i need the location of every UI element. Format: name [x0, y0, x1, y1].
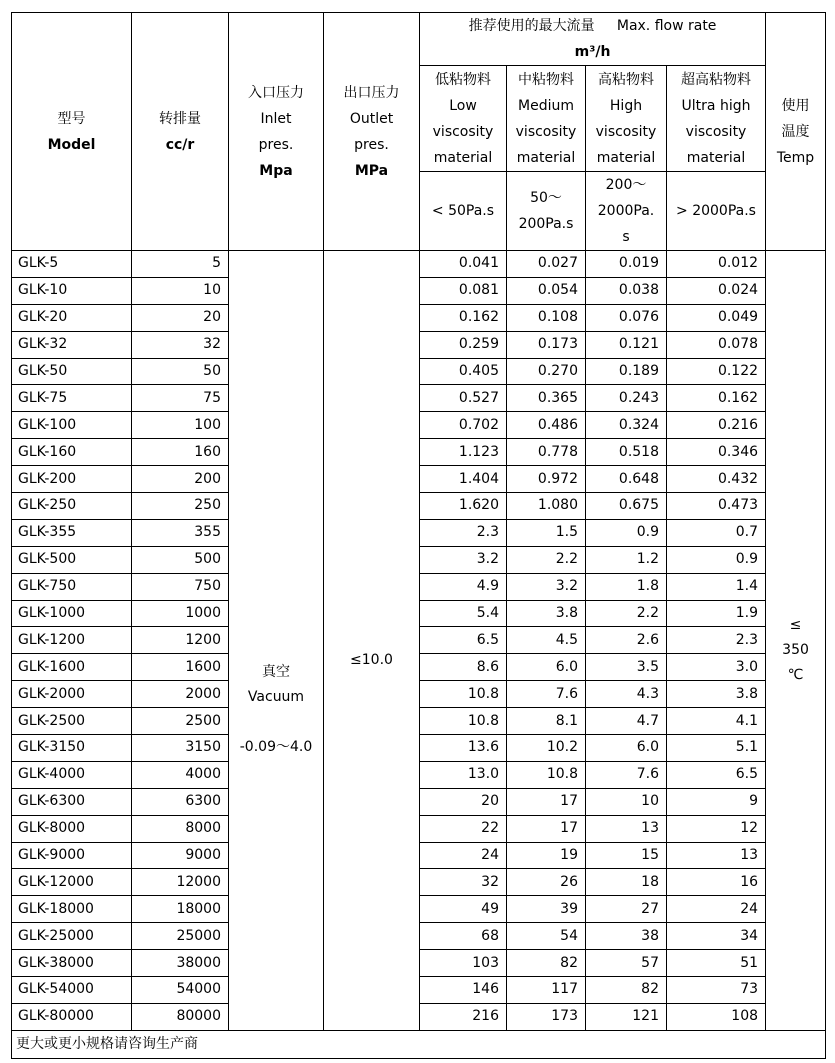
table-row — [12, 439, 826, 466]
model-cell: GLK-5 — [12, 251, 132, 278]
ultra-high-viscosity-flow: 0.9 — [667, 546, 766, 573]
displacement-cell: 9000 — [132, 842, 229, 869]
displacement-cell: 32 — [132, 331, 229, 358]
high-viscosity-flow: 0.9 — [586, 519, 667, 546]
model-cell: GLK-250 — [12, 493, 132, 520]
low-viscosity-flow: 68 — [420, 923, 507, 950]
displacement-cell: 25000 — [132, 923, 229, 950]
medium-viscosity-flow: 54 — [507, 923, 586, 950]
low-viscosity-flow: 13.6 — [420, 735, 507, 762]
medium-viscosity-flow: 10.8 — [507, 761, 586, 788]
temp-value — [766, 251, 826, 1031]
table-row — [12, 681, 826, 708]
low-viscosity-flow: 0.081 — [420, 277, 507, 304]
high-viscosity-flow: 0.648 — [586, 466, 667, 493]
low-viscosity-flow: 4.9 — [420, 573, 507, 600]
outlet-max: ≤10.0 — [350, 651, 393, 668]
low-viscosity-flow: 5.4 — [420, 600, 507, 627]
high-viscosity-range: 200～ 2000Pa. s — [586, 172, 667, 251]
table-row — [12, 977, 826, 1004]
medium-viscosity-flow: 6.0 — [507, 654, 586, 681]
model-cell: GLK-4000 — [12, 761, 132, 788]
high-viscosity-flow: 1.2 — [586, 546, 667, 573]
ultra-high-viscosity-flow: 34 — [667, 923, 766, 950]
low-viscosity-flow: 103 — [420, 950, 507, 977]
low-viscosity-flow: 8.6 — [420, 654, 507, 681]
table-row — [12, 1003, 826, 1030]
low-viscosity-flow: 0.162 — [420, 304, 507, 331]
medium-viscosity-flow: 8.1 — [507, 708, 586, 735]
low-viscosity-flow: 3.2 — [420, 546, 507, 573]
displacement-cell: 250 — [132, 493, 229, 520]
model-cell: GLK-10 — [12, 277, 132, 304]
ultra-high-viscosity-flow: 6.5 — [667, 761, 766, 788]
medium-viscosity-flow: 0.365 — [507, 385, 586, 412]
medium-viscosity-flow: 117 — [507, 977, 586, 1004]
table-row — [12, 466, 826, 493]
low-viscosity-range: < 50Pa.s — [420, 172, 507, 251]
displacement-cell: 4000 — [132, 761, 229, 788]
medium-viscosity-flow: 0.972 — [507, 466, 586, 493]
high-viscosity-flow: 13 — [586, 815, 667, 842]
model-cell: GLK-9000 — [12, 842, 132, 869]
spec-table — [11, 12, 826, 1059]
inlet-pressure-header: 入口压力 Inlet pres. Mpa — [229, 13, 324, 251]
high-viscosity-flow: 10 — [586, 788, 667, 815]
ultra-high-viscosity-flow: 1.4 — [667, 573, 766, 600]
model-cell: GLK-2000 — [12, 681, 132, 708]
displacement-cell: 18000 — [132, 896, 229, 923]
table-row — [12, 869, 826, 896]
high-viscosity-flow: 57 — [586, 950, 667, 977]
high-viscosity-flow: 0.076 — [586, 304, 667, 331]
medium-viscosity-flow: 173 — [507, 1003, 586, 1030]
high-viscosity-flow: 18 — [586, 869, 667, 896]
table-row — [12, 708, 826, 735]
displacement-cell: 2000 — [132, 681, 229, 708]
medium-viscosity-flow: 0.173 — [507, 331, 586, 358]
model-cell: GLK-18000 — [12, 896, 132, 923]
model-cell: GLK-2500 — [12, 708, 132, 735]
displacement-cell: 80000 — [132, 1003, 229, 1030]
medium-viscosity-flow: 0.270 — [507, 358, 586, 385]
ultra-high-viscosity-flow: 0.7 — [667, 519, 766, 546]
high-viscosity-flow: 0.038 — [586, 277, 667, 304]
table-row — [12, 923, 826, 950]
ultra-high-viscosity-flow: 108 — [667, 1003, 766, 1030]
displacement-cell: 5 — [132, 251, 229, 278]
high-viscosity-flow: 0.019 — [586, 251, 667, 278]
table-row — [12, 331, 826, 358]
ultra-high-viscosity-flow: 0.122 — [667, 358, 766, 385]
model-cell: GLK-160 — [12, 439, 132, 466]
ultra-high-viscosity-flow: 0.162 — [667, 385, 766, 412]
high-viscosity-flow: 3.5 — [586, 654, 667, 681]
ultra-high-viscosity-flow: 9 — [667, 788, 766, 815]
displacement-cell: 160 — [132, 439, 229, 466]
displacement-cell: 100 — [132, 412, 229, 439]
table-row — [12, 573, 826, 600]
displacement-cell: 75 — [132, 385, 229, 412]
model-cell: GLK-12000 — [12, 869, 132, 896]
table-row — [12, 842, 826, 869]
low-viscosity-flow: 0.259 — [420, 331, 507, 358]
medium-viscosity-flow: 82 — [507, 950, 586, 977]
medium-viscosity-flow: 3.8 — [507, 600, 586, 627]
displacement-cell: 20 — [132, 304, 229, 331]
displacement-cell: 50 — [132, 358, 229, 385]
medium-viscosity-flow: 0.108 — [507, 304, 586, 331]
model-cell: GLK-32 — [12, 331, 132, 358]
low-viscosity-flow: 0.041 — [420, 251, 507, 278]
high-viscosity-flow: 38 — [586, 923, 667, 950]
high-viscosity-flow: 82 — [586, 977, 667, 1004]
low-viscosity-flow: 20 — [420, 788, 507, 815]
displacement-cell: 200 — [132, 466, 229, 493]
medium-viscosity-range: 50～ 200Pa.s — [507, 172, 586, 251]
table-row — [12, 358, 826, 385]
low-viscosity-flow: 10.8 — [420, 708, 507, 735]
low-viscosity-flow: 216 — [420, 1003, 507, 1030]
model-cell: GLK-75 — [12, 385, 132, 412]
table-row — [12, 546, 826, 573]
ultra-high-viscosity-flow: 0.078 — [667, 331, 766, 358]
low-viscosity-flow: 1.620 — [420, 493, 507, 520]
displacement-cell: 38000 — [132, 950, 229, 977]
low-viscosity-flow: 1.123 — [420, 439, 507, 466]
table-row — [12, 815, 826, 842]
medium-viscosity-header: 中粘物料 Medium viscosity material — [507, 66, 586, 172]
temp-number: 350 — [782, 641, 809, 658]
displacement-cell: 3150 — [132, 735, 229, 762]
model-cell: GLK-8000 — [12, 815, 132, 842]
ultra-high-viscosity-flow: 0.432 — [667, 466, 766, 493]
model-cell: GLK-50 — [12, 358, 132, 385]
model-cell: GLK-500 — [12, 546, 132, 573]
medium-viscosity-flow: 17 — [507, 788, 586, 815]
model-cell: GLK-3150 — [12, 735, 132, 762]
table-row — [12, 654, 826, 681]
low-viscosity-flow: 13.0 — [420, 761, 507, 788]
low-viscosity-flow: 1.404 — [420, 466, 507, 493]
low-viscosity-flow: 49 — [420, 896, 507, 923]
model-cell: GLK-38000 — [12, 950, 132, 977]
medium-viscosity-flow: 7.6 — [507, 681, 586, 708]
ultra-high-viscosity-flow: 16 — [667, 869, 766, 896]
table-row — [12, 251, 826, 278]
table-row — [12, 277, 826, 304]
inlet-vacuum-cn: 真空 — [262, 664, 290, 681]
temp-header: 使用 温度 Temp — [766, 13, 826, 251]
displacement-cell: 54000 — [132, 977, 229, 1004]
medium-viscosity-flow: 0.778 — [507, 439, 586, 466]
high-viscosity-flow: 0.189 — [586, 358, 667, 385]
high-viscosity-flow: 4.7 — [586, 708, 667, 735]
displacement-cell: 6300 — [132, 788, 229, 815]
displacement-cell: 1200 — [132, 627, 229, 654]
footer-row — [12, 1030, 826, 1058]
displacement-cell: 1000 — [132, 600, 229, 627]
high-viscosity-flow: 2.2 — [586, 600, 667, 627]
low-viscosity-flow: 146 — [420, 977, 507, 1004]
ultra-high-viscosity-flow: 13 — [667, 842, 766, 869]
ultra-high-viscosity-flow: 0.049 — [667, 304, 766, 331]
low-viscosity-flow: 24 — [420, 842, 507, 869]
temp-le: ≤ — [789, 616, 802, 633]
table-row — [12, 950, 826, 977]
ultra-high-viscosity-flow: 0.346 — [667, 439, 766, 466]
footer-note: 更大或更小规格请咨询生产商 — [12, 1030, 826, 1058]
ultra-high-viscosity-flow: 3.8 — [667, 681, 766, 708]
ultra-high-viscosity-flow: 24 — [667, 896, 766, 923]
ultra-high-viscosity-range: > 2000Pa.s — [667, 172, 766, 251]
low-viscosity-flow: 0.527 — [420, 385, 507, 412]
outlet-pressure-header: 出口压力 Outlet pres. MPa — [324, 13, 420, 251]
displacement-cell: 8000 — [132, 815, 229, 842]
model-cell: GLK-25000 — [12, 923, 132, 950]
table-row — [12, 735, 826, 762]
medium-viscosity-flow: 0.054 — [507, 277, 586, 304]
ultra-high-viscosity-flow: 0.012 — [667, 251, 766, 278]
ultra-high-viscosity-flow: 1.9 — [667, 600, 766, 627]
inlet-range: -0.09～4.0 — [239, 739, 313, 756]
low-viscosity-flow: 6.5 — [420, 627, 507, 654]
model-cell: GLK-80000 — [12, 1003, 132, 1030]
high-viscosity-flow: 6.0 — [586, 735, 667, 762]
high-viscosity-flow: 7.6 — [586, 761, 667, 788]
medium-viscosity-flow: 2.2 — [507, 546, 586, 573]
displacement-cell: 500 — [132, 546, 229, 573]
medium-viscosity-flow: 4.5 — [507, 627, 586, 654]
table-row — [12, 412, 826, 439]
model-cell: GLK-200 — [12, 466, 132, 493]
model-cell: GLK-1600 — [12, 654, 132, 681]
table-row — [12, 385, 826, 412]
high-viscosity-flow: 0.243 — [586, 385, 667, 412]
high-viscosity-flow: 15 — [586, 842, 667, 869]
high-viscosity-flow: 121 — [586, 1003, 667, 1030]
table-row — [12, 627, 826, 654]
ultra-high-viscosity-flow: 5.1 — [667, 735, 766, 762]
medium-viscosity-flow: 17 — [507, 815, 586, 842]
high-viscosity-flow: 4.3 — [586, 681, 667, 708]
displacement-header: 转排量 cc/r — [132, 13, 229, 251]
outlet-pressure-value — [324, 251, 420, 1031]
displacement-cell: 1600 — [132, 654, 229, 681]
low-viscosity-flow: 32 — [420, 869, 507, 896]
medium-viscosity-flow: 19 — [507, 842, 586, 869]
medium-viscosity-flow: 26 — [507, 869, 586, 896]
high-viscosity-flow: 0.324 — [586, 412, 667, 439]
model-cell: GLK-1000 — [12, 600, 132, 627]
model-cell: GLK-750 — [12, 573, 132, 600]
displacement-cell: 10 — [132, 277, 229, 304]
displacement-cell: 750 — [132, 573, 229, 600]
medium-viscosity-flow: 39 — [507, 896, 586, 923]
high-viscosity-flow: 2.6 — [586, 627, 667, 654]
model-cell: GLK-6300 — [12, 788, 132, 815]
ultra-high-viscosity-flow: 0.024 — [667, 277, 766, 304]
model-cell: GLK-1200 — [12, 627, 132, 654]
table-row — [12, 304, 826, 331]
displacement-cell: 2500 — [132, 708, 229, 735]
ultra-high-viscosity-header: 超高粘物料 Ultra high viscosity material — [667, 66, 766, 172]
table-row — [12, 896, 826, 923]
high-viscosity-flow: 27 — [586, 896, 667, 923]
table-row — [12, 761, 826, 788]
table-row — [12, 493, 826, 520]
ultra-high-viscosity-flow: 4.1 — [667, 708, 766, 735]
ultra-high-viscosity-flow: 12 — [667, 815, 766, 842]
high-viscosity-flow: 0.518 — [586, 439, 667, 466]
ultra-high-viscosity-flow: 0.216 — [667, 412, 766, 439]
model-cell: GLK-20 — [12, 304, 132, 331]
high-viscosity-header: 高粘物料 High viscosity material — [586, 66, 667, 172]
model-cell: GLK-100 — [12, 412, 132, 439]
ultra-high-viscosity-flow: 73 — [667, 977, 766, 1004]
flow-rate-header: 推荐使用的最大流量 Max. flow rate m³/h — [420, 13, 766, 66]
medium-viscosity-flow: 0.486 — [507, 412, 586, 439]
low-viscosity-header: 低粘物料 Low viscosity material — [420, 66, 507, 172]
low-viscosity-flow: 0.702 — [420, 412, 507, 439]
model-cell: GLK-54000 — [12, 977, 132, 1004]
high-viscosity-flow: 1.8 — [586, 573, 667, 600]
temp-unit: ℃ — [787, 666, 804, 683]
high-viscosity-flow: 0.675 — [586, 493, 667, 520]
displacement-cell: 355 — [132, 519, 229, 546]
displacement-cell: 12000 — [132, 869, 229, 896]
table-row — [12, 519, 826, 546]
medium-viscosity-flow: 0.027 — [507, 251, 586, 278]
inlet-pressure-value — [229, 251, 324, 1031]
ultra-high-viscosity-flow: 51 — [667, 950, 766, 977]
medium-viscosity-flow: 10.2 — [507, 735, 586, 762]
high-viscosity-flow: 0.121 — [586, 331, 667, 358]
inlet-vacuum-en: Vacuum — [247, 689, 305, 706]
table-row — [12, 600, 826, 627]
model-cell: GLK-355 — [12, 519, 132, 546]
model-header: 型号 Model — [12, 13, 132, 251]
low-viscosity-flow: 2.3 — [420, 519, 507, 546]
ultra-high-viscosity-flow: 2.3 — [667, 627, 766, 654]
low-viscosity-flow: 10.8 — [420, 681, 507, 708]
table-row — [12, 788, 826, 815]
ultra-high-viscosity-flow: 0.473 — [667, 493, 766, 520]
ultra-high-viscosity-flow: 3.0 — [667, 654, 766, 681]
low-viscosity-flow: 22 — [420, 815, 507, 842]
low-viscosity-flow: 0.405 — [420, 358, 507, 385]
medium-viscosity-flow: 1.5 — [507, 519, 586, 546]
medium-viscosity-flow: 3.2 — [507, 573, 586, 600]
medium-viscosity-flow: 1.080 — [507, 493, 586, 520]
